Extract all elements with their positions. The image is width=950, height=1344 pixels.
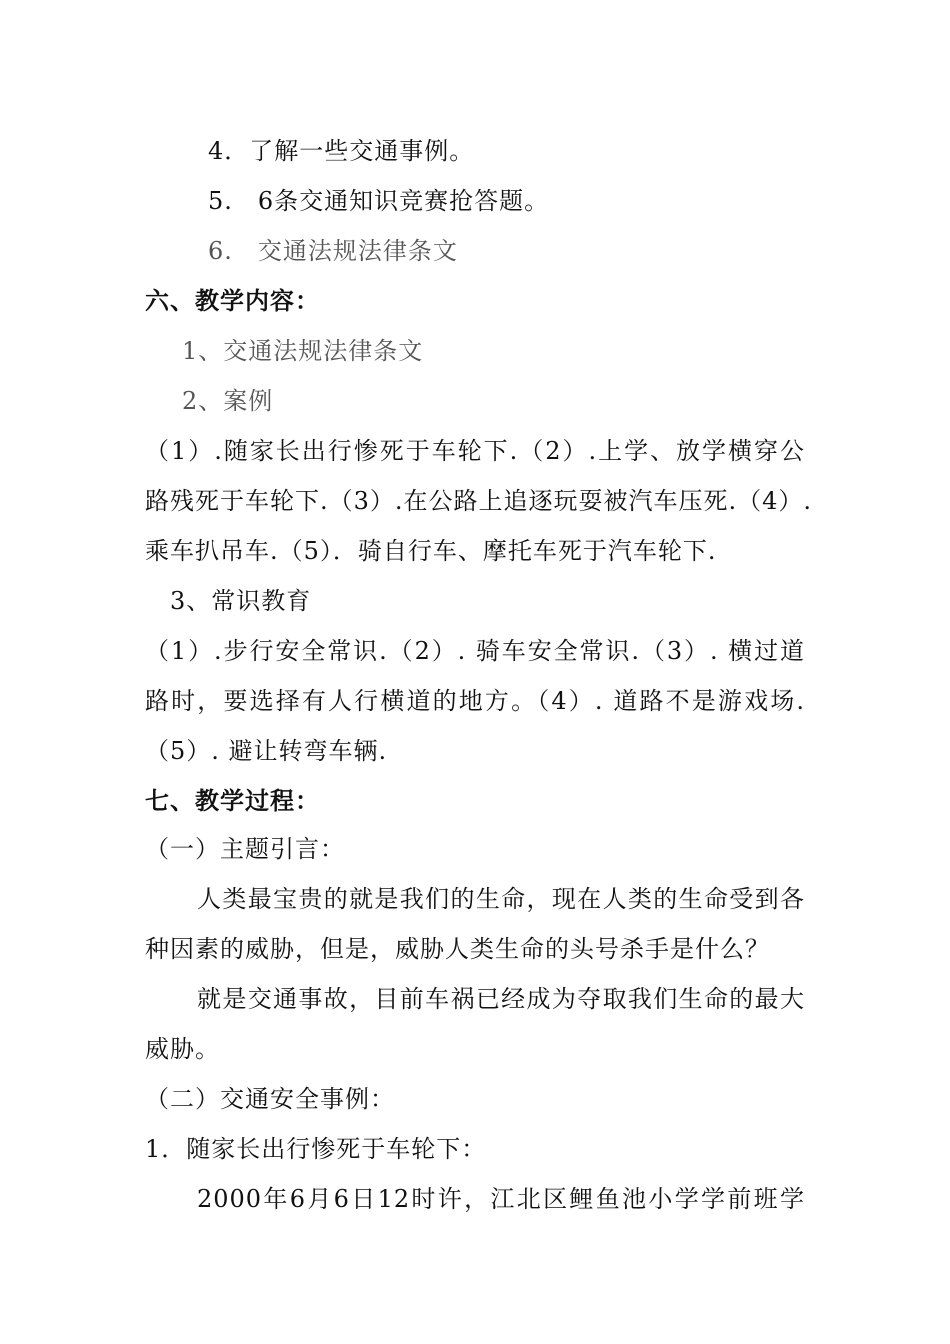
paragraph-line: 就是交通事故，目前车祸已经成为夺取我们生命的最大 — [197, 985, 805, 1013]
list-item: 6. 交通法规法律条文 — [208, 237, 458, 265]
paragraph-line: 人类最宝贵的就是我们的生命，现在人类的生命受到各 — [197, 885, 805, 913]
list-item: 5. 6条交通知识竞赛抢答题。 — [208, 187, 550, 215]
paragraph-line: 乘车扒吊车.（5）．骑自行车、摩托车死于汽车轮下. — [145, 537, 717, 565]
paragraph-line: 种因素的威胁，但是，威胁人类生命的头号杀手是什么？ — [145, 935, 770, 963]
list-item: 4．了解一些交通事例。 — [208, 137, 475, 165]
section-heading: 七、教学过程： — [145, 787, 320, 815]
paragraph-line: 路残死于车轮下.（3）.在公路上追逐玩耍被汽车压死.（4）. — [145, 487, 813, 515]
list-item: 1、交通法规法律条文 — [182, 337, 424, 365]
case-title: 1．随家长出行惨死于车轮下： — [145, 1135, 487, 1163]
paragraph-line: 2000年6月6日12时许，江北区鲤鱼池小学学前班学 — [197, 1185, 805, 1213]
paragraph-line: 路时，要选择有人行横道的地方。（4）. 道路不是游戏场. — [145, 687, 805, 715]
section-heading: 六、教学内容： — [145, 287, 320, 315]
subsection-heading: （一）主题引言： — [145, 835, 345, 863]
paragraph-line: （1）.步行安全常识.（2）. 骑车安全常识.（3）. 横过道 — [145, 637, 805, 665]
subsection-heading: （二）交通安全事例： — [145, 1085, 395, 1113]
list-item: 3、常识教育 — [170, 587, 312, 615]
paragraph-line: 威胁。 — [145, 1035, 220, 1063]
list-item: 2、案例 — [182, 387, 274, 415]
paragraph-line: （5）. 避让转弯车辆. — [145, 737, 388, 765]
paragraph-line: （1）.随家长出行惨死于车轮下.（2）.上学、放学横穿公 — [145, 437, 805, 465]
